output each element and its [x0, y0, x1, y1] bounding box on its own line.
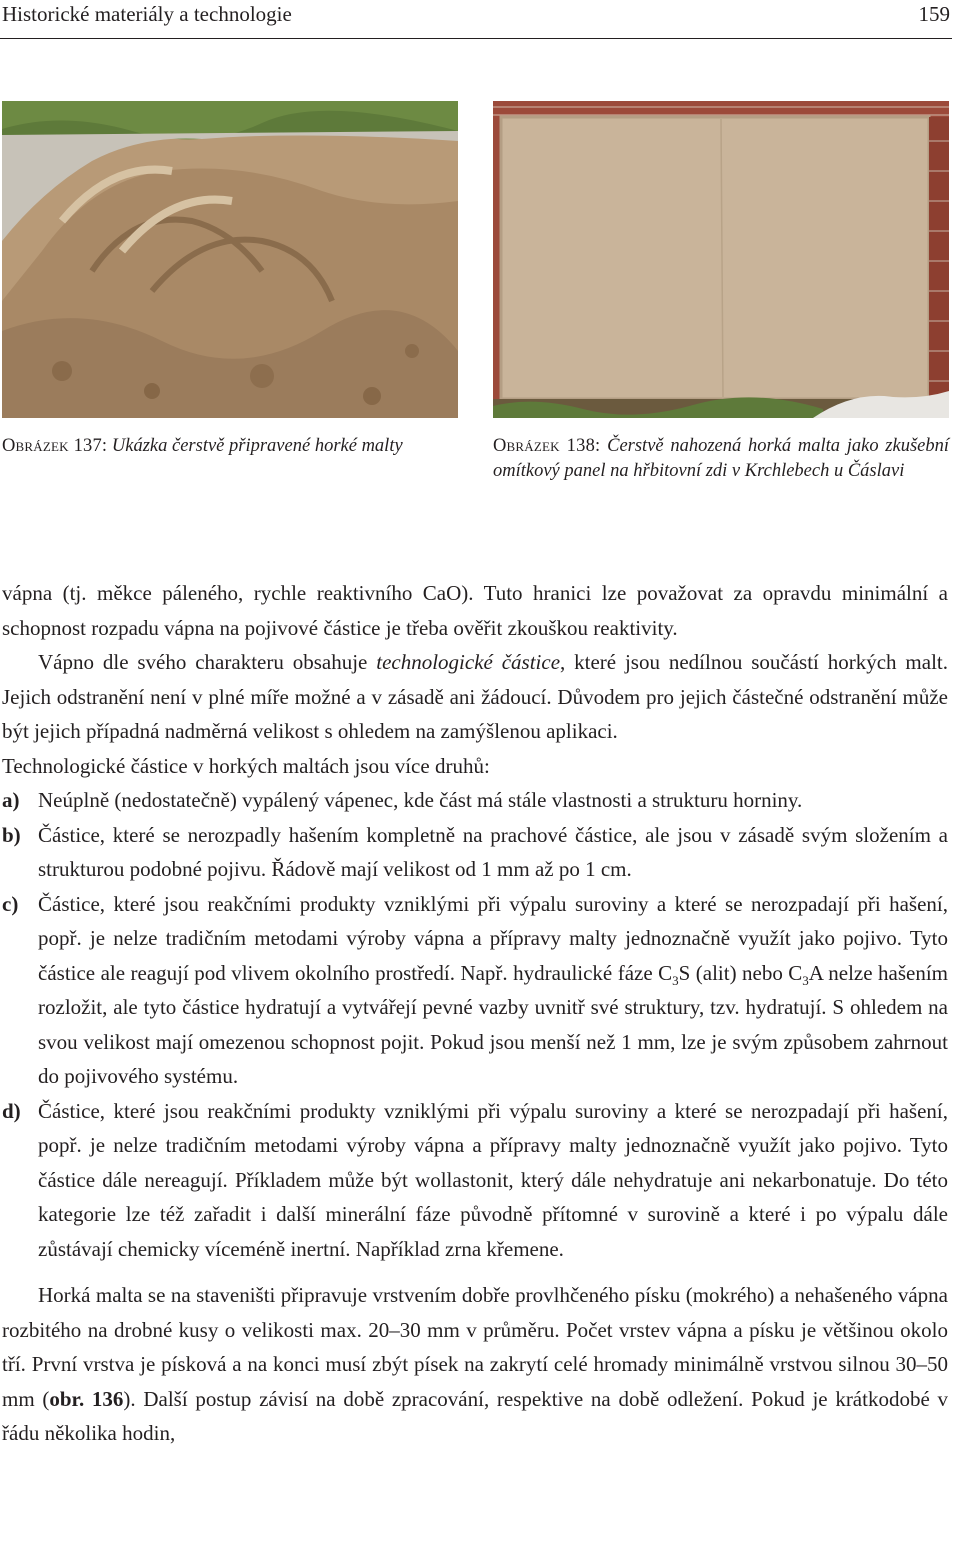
- figure-137-caption-text: Ukázka čerstvě připravené horké malty: [111, 436, 403, 456]
- paragraph-2-part-2: , které jsou nedílnou součástí horkých malt. Jejich odstranění není v plné míře možné a v zásadě ani žádoucí. Důvodem pro jejich částečné odstranění může být jejich případná nadměrná velikost s ohledem na zamýšlenou aplikaci.: [2, 650, 948, 743]
- paragraph-4-part-2: ). Další postup závisí na době zpracování, respektive na době odležení. Pokud je krátkodobé v řádu několika hodin,: [2, 1386, 948, 1445]
- figure-138-photo: [493, 101, 949, 418]
- list-text-a: Neúplně (nedostatečně) vypálený vápenec, kde část má stále vlastnosti a strukturu horniny.: [38, 788, 803, 812]
- term-technological-particles: technologické částice: [376, 650, 561, 674]
- figure-138-label: Obrázek 138:: [493, 436, 601, 456]
- list-marker-b: b): [2, 822, 21, 847]
- list-text-c-part-3: A nelze hašením rozložit, ale tyto částice hydratují a vytvářejí pevné vazby uvnitř své struktury, tzv. hydratují. S ohledem na svou velikost mají omezenou schopnost pojit. Pokud jsou menší než 1 mm, lze je svým způsobem zahrnout do pojivového systému.: [38, 960, 948, 1088]
- paragraph-3: Technologické částice v horkých maltách jsou více druhů:: [2, 753, 490, 778]
- list-marker-a: a): [2, 788, 20, 812]
- page-number: 159: [918, 2, 950, 26]
- figure-reference-136[interactable]: obr. 136: [49, 1386, 124, 1411]
- plaster-panel-image: [493, 101, 949, 418]
- running-head: [0, 0, 952, 39]
- subscript-3-first: 3: [672, 972, 679, 988]
- subscript-3-second: 3: [802, 972, 809, 988]
- paragraph-4: [2, 1278, 948, 1451]
- figure-137-photo: [2, 101, 458, 418]
- paragraph-2-part-1: Vápno dle svého charakteru obsahuje: [38, 650, 377, 674]
- list-text-c-part-1: Částice, které jsou reakčními produkty vzniklými při výpalu suroviny a které se nerozpadají při hašení, popř. je nelze tradičním metodami výroby vápna a přípravy malty jednoznačně využít jako pojivo. Tyto částice ale reagují pod vlivem okolního prostředí. Např. hydraulické fáze C: [38, 891, 948, 985]
- figure-138-caption-text: Čerstvě nahozená horká malta jako zkušební omítkový panel na hřbitovní zdi v Krchlebech u Čáslavi: [493, 436, 949, 481]
- list-item-a: [2, 783, 948, 818]
- list-item-b: [2, 818, 948, 887]
- list-text-d: Částice, které jsou reakčními produkty vzniklými při výpalu suroviny a které se nerozpadají při hašení, popř. je nelze tradičním metodami výroby vápna a přípravy malty jednoznačně využít jako pojivo. Tyto částice dále nereagují. Příkladem může být wollastonit, který dále nehydratuje ani nekarbonatuje. Do této kategorie lze též zařadit i další minerální fáze původně přítomné v surovině a které i po výpalu dále zůstávají chemicky víceméně inertní. Například zrna křemene.: [38, 1098, 948, 1261]
- list-item-d: [2, 1094, 948, 1267]
- mortar-heap-image: [2, 101, 458, 418]
- list-text-c-part-2: S (alit) nebo C: [678, 960, 803, 985]
- main-text: [2, 576, 948, 1451]
- paragraph-gap: [2, 1266, 948, 1278]
- paragraph-4-part-1: Horká malta se na staveništi připravuje vrstvením dobře provlhčeného písku (mokrého) a nehašeného vápna rozbitého na drobné kusy o velikosti max. 20–30 mm v průměru. Počet vrstev vápna a písku je většinou okolo tří. První vrstva je písková a na konci musí zbýt písek na zakrytí celé hromady minimálně vrstvou silnou 30–50 mm (: [2, 1283, 948, 1411]
- figure-137-label: Obrázek 137:: [2, 436, 108, 456]
- list-text-c: [38, 887, 948, 1094]
- figure-137-caption: [2, 434, 462, 459]
- paragraph-1: vápna (tj. měkce páleného, rychle reaktivního CaO). Tuto hranici lze považovat za opravdu minimální a schopnost rozpadu vápna na pojivové částice je třeba ověřit zkouškou reaktivity.: [2, 581, 948, 640]
- paragraph-2: [2, 645, 948, 749]
- list-marker-d: d): [2, 1098, 21, 1123]
- list-text-b: Částice, které se nerozpadly hašením kompletně na prachové částice, ale jsou v zásadě svým složením a strukturou podobné pojivu. Řádově mají velikost od 1 mm až po 1 cm.: [38, 822, 948, 881]
- figure-138-caption: [493, 434, 949, 484]
- list-item-c: [2, 887, 948, 1094]
- list-marker-c: c): [2, 891, 19, 916]
- running-head-title: Historické materiály a technologie: [2, 2, 292, 26]
